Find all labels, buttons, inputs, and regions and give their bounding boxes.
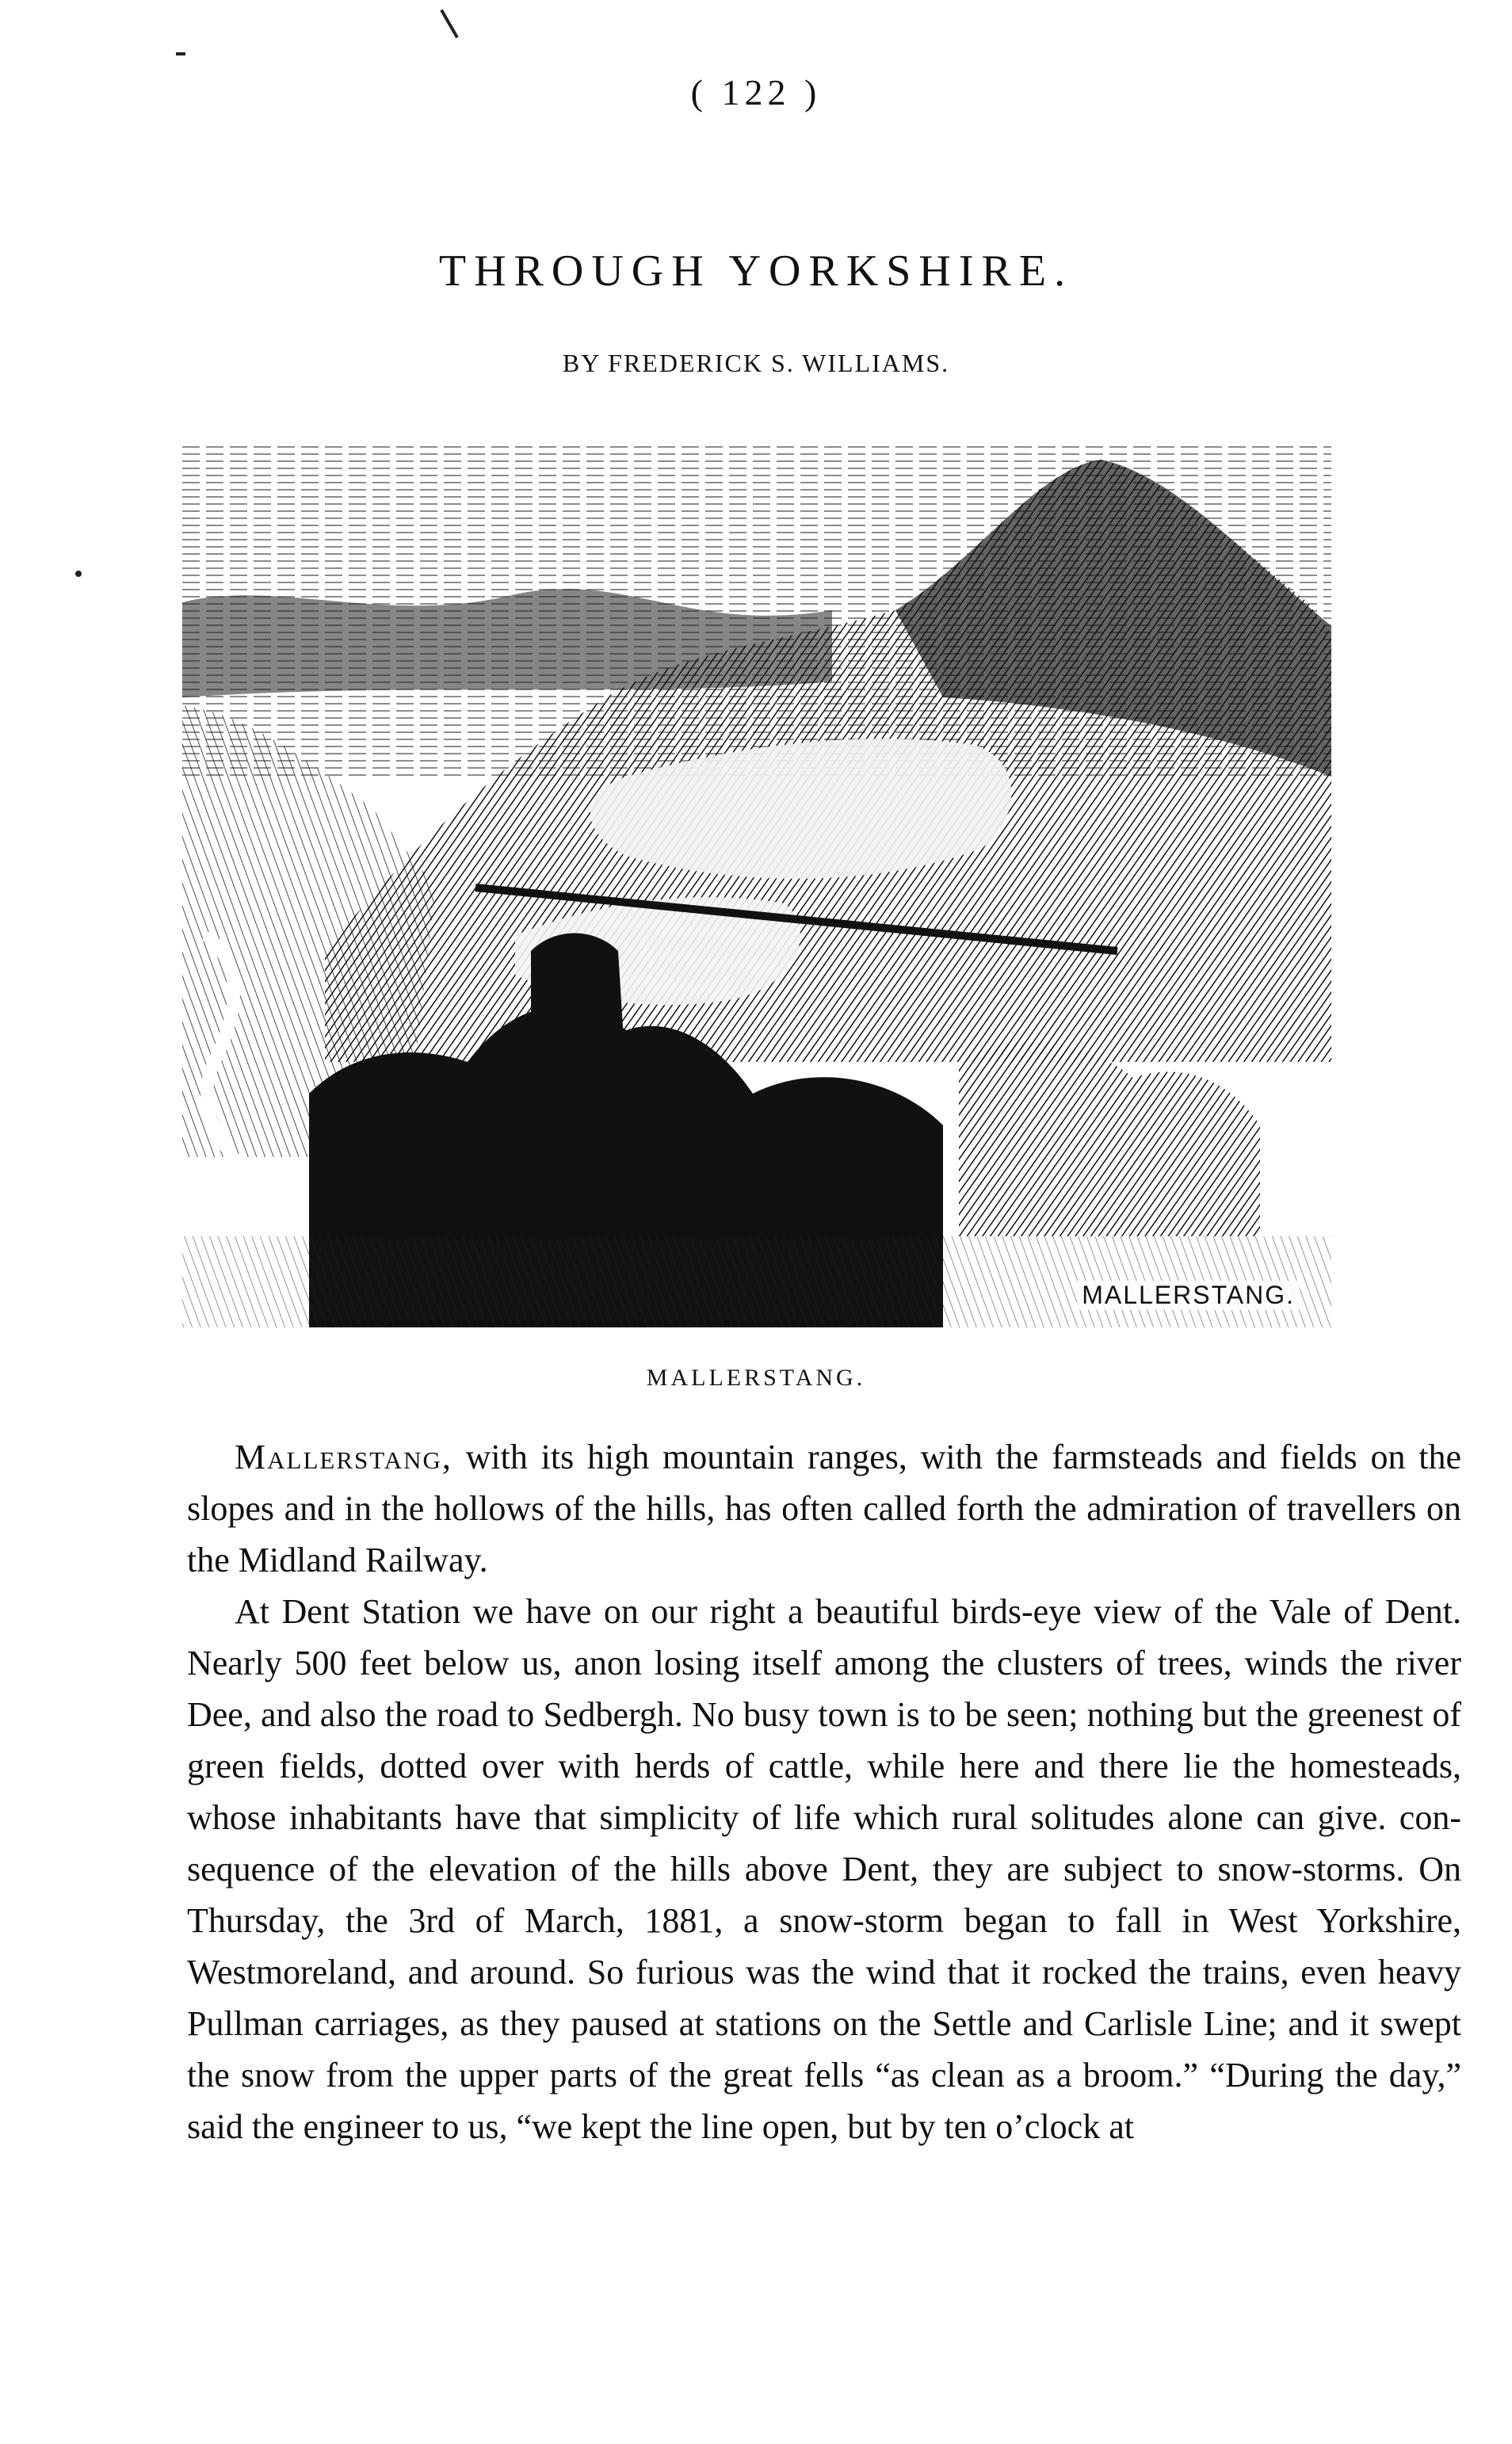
paragraph-1 <box>187 1431 1461 1586</box>
ink-speck <box>176 52 185 55</box>
page-number: ( 122 ) <box>690 72 822 113</box>
paragraph-1-lead: Mallerstang, <box>235 1438 452 1476</box>
mountain-engraving-image <box>182 444 1331 1327</box>
ink-speck <box>75 571 82 577</box>
paragraph-2: At Dent Station we have on our right a beautiful birds-eye view of the Vale of Dent. Nearly 500 feet below us, anon losing itself among the clusters of trees, winds the river Dee, and also the road to Sedbergh. No busy town is to be seen; nothing but the greenest of green fields, dotted over with herds of cattle, while here and there lie the homesteads, whose inhabitants have that simplicity of life which rural solitudes alone can give. con-sequence of the elevation of the hills above Dent, they are subject to snow-storms. On Thursday, the 3rd of March, 1881, a snow-storm began to fall in West Yorkshire, Westmoreland, and around. So furious was the wind that it rocked the trains, even heavy Pullman carriages, as they paused at stations on the Settle and Carlisle Line; and it swept the snow from the upper parts of the great fells “as clean as a broom.” “During the day,” said the engineer to us, “we kept the line open, but by ten o’clock at <box>187 1592 1461 2146</box>
illustration-caption: MALLERSTANG. <box>646 1365 866 1391</box>
article-title: THROUGH YORKSHIRE. <box>438 246 1074 296</box>
engraving-illustration <box>182 444 1331 1327</box>
engraving-embedded-label: MALLERSTANG. <box>1077 1281 1300 1310</box>
paragraph-1-rest: with its high mountain ranges, with the farmsteads and fields on the slopes and in the hollows of the hills, has often called forth the admiration of travellers on the Midland Railway. <box>187 1438 1461 1579</box>
article-byline: BY FREDERICK S. WILLIAMS. <box>562 349 950 377</box>
article-body <box>187 1431 1461 2152</box>
ink-speck <box>440 10 458 39</box>
